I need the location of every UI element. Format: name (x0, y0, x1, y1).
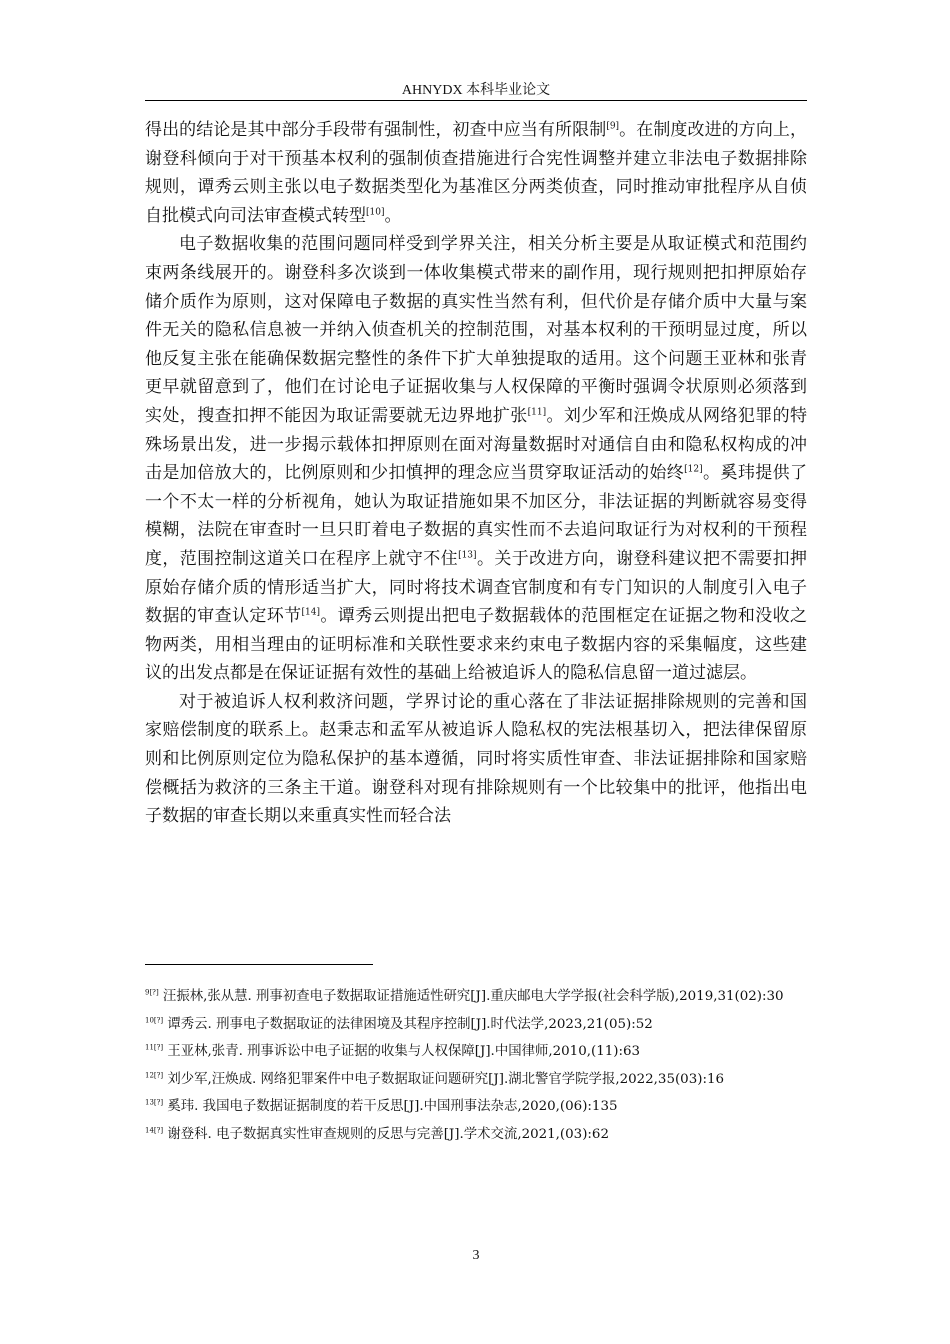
running-header: AHNYDX 本科毕业论文 (401, 83, 551, 98)
footnote-12 (145, 1066, 807, 1094)
text-run: 对于被追诉人权利救济问题，学界讨论的重心落在了非法证据排除规则的完善和国家赔偿制度的联系上。赵秉志和孟军从被追诉人隐私权的宪法根基切入，把法律保留原则和比例原则定位为隐私保护的基本遵循，同时将实质性审查、非法证据排除和国家赔偿概括为救济的三条主干道。谢登科对现有排除规则有一个比较集中的批评，他指出电子数据的审查长期以来重真实性而轻合法 (145, 691, 807, 827)
footnote-number: 13[?] (145, 1098, 164, 1107)
footnote-text: 汪振林,张从慧. 刑事初查电子数据取证措施适性研究[J].重庆邮电大学学报(社会科学版),2019,31(02):30 (158, 989, 784, 1004)
text-run: 。奚玮提供了一个不太一样的分析视角，她认为取证措施如果不加区分，非法证据的判断就容易变得模糊，法院在审查时一旦只盯着电子数据的真实性而不去追问取证行为对权利的干预程度，范围控制这道关口在程序上就守不住 (145, 463, 808, 569)
footnote-text: 谢登科. 电子数据真实性审查规则的反思与完善[J].学术交流,2021,(03):62 (163, 1126, 609, 1142)
text-run: 。在制度改进的方向上，谢登科倾向于对干预基本权利的强制侦查措施进行合宪性调整并建立非法电子数据排除规则，谭秀云则主张以电子数据类型化为基准区分两类侦查，同时推动审批程序从自侦自批模式向司法审查模式转型 (145, 120, 808, 226)
footnote-9 (145, 983, 807, 1011)
footnote-number: 14[?] (145, 1126, 164, 1135)
citation-ref: [9] (606, 121, 620, 132)
footnotes (145, 983, 807, 1148)
footnote-number: 9[?] (145, 988, 159, 997)
footnote-text: 谭秀云. 刑事电子数据取证的法律困境及其程序控制[J].时代法学,2023,21(05):52 (163, 1016, 653, 1032)
text-run: 。谭秀云则提出把电子数据载体的范围框定在证据之物和没收之物两类，用相当理由的证明标准和关联性要求来约束电子数据内容的采集幅度，这些建议的出发点都是在保证证据有效性的基础上给被追诉人的隐私信息留一道过滤层。 (145, 606, 807, 684)
footnote-13 (145, 1093, 807, 1121)
citation-ref: [13] (458, 550, 477, 561)
citation-ref: [14] (301, 607, 321, 618)
text-run: 。刘少军和汪焕成从网络犯罪的特殊场景出发，进一步揭示载体扣押原则在面对海量数据时对通信自由和隐私权构成的冲击是加倍放大的，比例原则和少扣慎押的理念应当贯穿取证活动的始终 (145, 405, 808, 484)
footnote-text: 刘少军,汪焕成. 网络犯罪案件中电子数据取证问题研究[J].湖北警官学院学报,2022,35(03):16 (163, 1071, 724, 1087)
footnote-14 (145, 1121, 807, 1149)
footnote-text: 奚玮. 我国电子数据证据制度的若干反思[J].中国刑事法杂志,2020,(06):135 (163, 1099, 618, 1114)
body-text (145, 116, 807, 831)
paragraph-rights-remedy (145, 688, 807, 831)
footnote-number: 11[?] (145, 1043, 164, 1052)
footnote-11 (145, 1038, 807, 1066)
text-run: 。 (384, 205, 402, 226)
header-rule (145, 100, 807, 101)
text-run: 电子数据收集的范围问题同样受到学界关注，相关分析主要是从取证模式和范围约束两条线展开的。谢登科多次谈到一体收集模式带来的副作用，现行规则把扣押原始存储介质作为原则，这对保障电子数据的真实性当然有利，但代价是存储介质中大量与案件无关的隐私信息被一并纳入侦查机关的控制范围，对基本权利的干预明显过度，所以他反复主张在能确保数据完整性的条件下扩大单独提取的适用。这个问题王亚林和张青更早就留意到了，他们在讨论电子证据收集与人权保障的平衡时强调令状原则必须落到实处，搜查扣押不能因为取证需要就无边界地扩张 (145, 234, 807, 426)
footnote-number: 10[?] (145, 1016, 164, 1025)
footnote-10 (145, 1011, 807, 1039)
footnote-separator (145, 964, 373, 965)
citation-ref: [10] (366, 207, 385, 218)
paragraph-continued (145, 116, 807, 230)
footnote-text: 王亚林,张青. 刑事诉讼中电子证据的收集与人权保障[J].中国律师,2010,(11):63 (163, 1044, 641, 1059)
page-number: 3 (472, 1248, 480, 1263)
citation-ref: [11] (527, 407, 547, 418)
citation-ref: [12] (684, 464, 703, 475)
footnote-number: 12[?] (145, 1071, 164, 1080)
paragraph-collection-scope (145, 230, 807, 688)
text-run: 。关于改进方向，谢登科建议把不需要扣押原始存储介质的情形适当扩大，同时将技术调查官制度和有专门知识的人制度引入电子数据的审查认定环节 (145, 548, 808, 627)
text-run: 得出的结论是其中部分手段带有强制性，初查中应当有所限制 (145, 120, 607, 140)
